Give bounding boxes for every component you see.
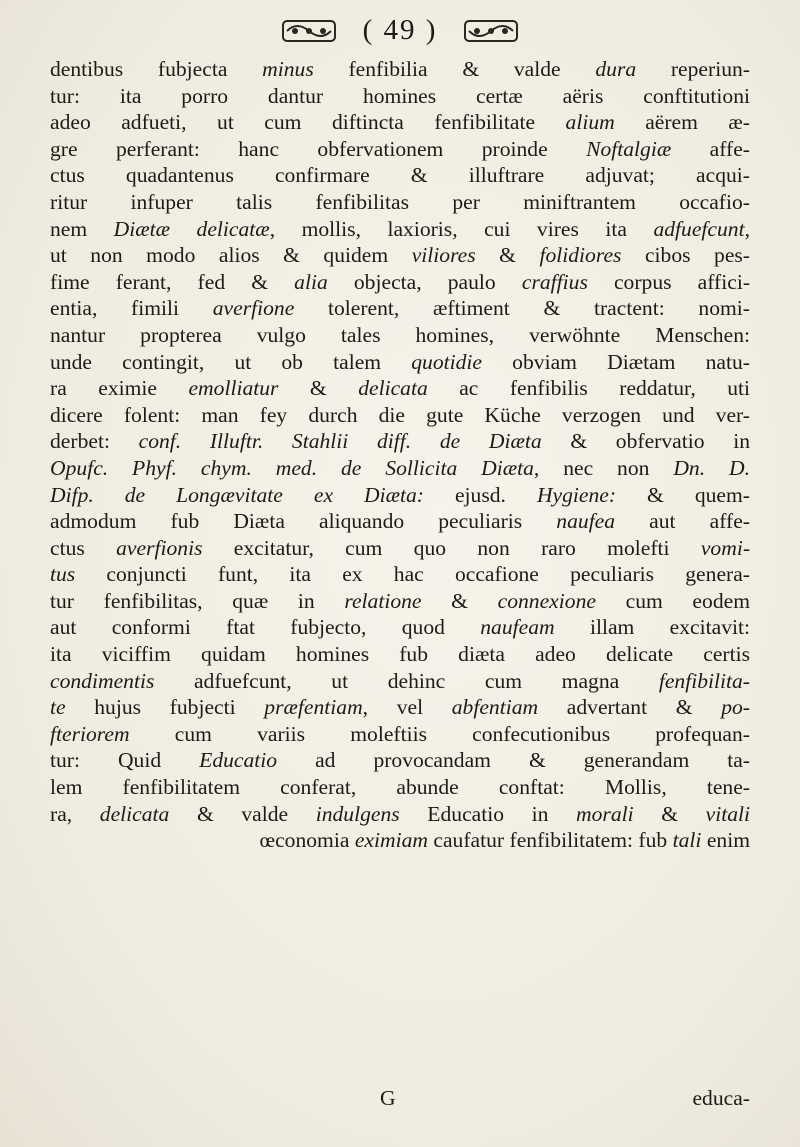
text-segment: enim [701, 828, 750, 853]
text-segment: , mollis, laxioris, cui vires ita [269, 216, 654, 241]
text-segment: & [475, 243, 540, 268]
italic-text: Hygiene: [536, 482, 617, 507]
text-segment: ra eximie [50, 376, 189, 401]
italic-text: po- [721, 695, 750, 720]
text-segment: & [278, 376, 359, 401]
text-segment: caufatur fenfibilitatem: fub [427, 828, 673, 853]
text-segment: reperiun- [636, 57, 750, 81]
text-line [50, 242, 750, 269]
italic-text: te [50, 695, 66, 720]
text-segment: & [421, 588, 498, 613]
text-segment: ra, [50, 801, 100, 826]
text-segment: derbet: [50, 429, 139, 454]
text-line [50, 614, 750, 641]
text-line [50, 482, 750, 509]
text-segment: ejusd. [424, 482, 537, 507]
text-segment: dicere folent: man fey durch die gute Küche verzogen und ver- [50, 402, 750, 427]
text-segment: fenfibilia & valde [313, 57, 596, 81]
italic-text: conf. Illuftr. Stahlii diff. de Diæta [138, 429, 542, 454]
text-line [50, 295, 750, 322]
text-segment: cum variis moleftiis confecutionibus profequan- [129, 721, 750, 746]
text-segment: unde contingit, ut ob talem [50, 349, 412, 374]
text-segment: dentibus fubjecta [50, 57, 263, 81]
italic-text: relatione [344, 588, 422, 613]
text-line [50, 109, 750, 136]
text-segment: fime ferant, fed & [50, 269, 295, 294]
text-segment: ctus quadantenus confirmare & illuftrare adjuvat; acqui- [50, 163, 750, 188]
text-line [50, 721, 750, 748]
italic-text: Noftalgiæ [586, 136, 672, 161]
text-segment: advertant & [538, 695, 722, 720]
text-line [50, 801, 750, 828]
text-segment: tolerent, æftiment & tractent: nomi- [294, 296, 750, 321]
italic-text: fenfibilita- [658, 668, 750, 693]
italic-text: folidiores [539, 243, 622, 268]
text-segment: obviam Diætam natu- [482, 349, 750, 374]
text-line [50, 136, 750, 163]
text-line [50, 428, 750, 455]
italic-text: fteriorem [50, 721, 130, 746]
italic-text: naufeam [480, 615, 555, 640]
italic-text: vomi- [700, 535, 751, 560]
italic-text: alia [294, 269, 328, 294]
body-text [50, 56, 750, 854]
text-line [50, 508, 750, 535]
italic-text: quotidie [411, 349, 483, 374]
italic-text: connexione [497, 588, 596, 613]
text-segment: ad provocandam & generandam ta- [277, 748, 750, 773]
italic-text: Dn. D. [673, 455, 750, 480]
text-segment: excitatur, cum quo non raro molefti [202, 535, 701, 560]
italic-text: naufea [556, 509, 616, 534]
text-segment: ac fenfibilis reddatur, uti [427, 376, 751, 401]
text-segment: , vel [362, 695, 452, 720]
italic-text: delicata [358, 376, 428, 401]
text-segment: œconomia [259, 828, 355, 853]
italic-text: tali [672, 828, 702, 853]
text-line [50, 668, 750, 695]
italic-text: eximiam [354, 828, 428, 853]
text-line [50, 56, 750, 83]
text-segment: lem fenfibilitatem conferat, abunde conftat: Mollis, tene- [50, 775, 750, 800]
text-line [50, 162, 750, 189]
text-segment: ita viciffim quidam homines fub diæta adeo delicate certis [50, 642, 750, 667]
text-segment: ut non modo alios & quidem [50, 243, 412, 268]
italic-text: averfione [212, 296, 295, 321]
text-segment: aut affe- [615, 509, 750, 534]
text-segment: aut conformi ftat fubjecto, quod [50, 615, 481, 640]
italic-text: Difp. de Longævitate ex Diæta: [50, 482, 424, 507]
page-number: ( 49 ) [362, 13, 438, 46]
text-segment: tur: ita porro dantur homines certæ aëris conftitutioni [50, 83, 750, 108]
italic-text: delicata [99, 801, 170, 826]
text-segment: hujus fubjecti [65, 695, 265, 720]
text-segment: nem [50, 216, 114, 241]
text-line [50, 561, 750, 588]
text-line [50, 375, 750, 402]
page-footer [50, 1086, 750, 1116]
text-segment: objecta, paulo [327, 269, 522, 294]
italic-text: abfentiam [451, 695, 539, 720]
italic-text: tus [50, 562, 76, 587]
text-segment: & quem- [616, 482, 750, 507]
text-segment: Educatio in [399, 801, 577, 826]
text-line [50, 83, 750, 110]
left-ornament-icon [277, 15, 341, 45]
text-segment: entia, fimili [50, 296, 213, 321]
text-line [50, 402, 750, 429]
italic-text: alium [565, 110, 615, 135]
text-segment: ritur infuper talis fenfibilitas per miniftrantem occafio- [50, 189, 750, 214]
text-segment: aërem æ- [614, 110, 750, 135]
text-line [50, 455, 750, 482]
right-ornament-icon [459, 15, 523, 45]
text-segment: conjuncti funt, ita ex hac occafione peculiaris genera- [75, 562, 750, 587]
italic-text: morali [576, 801, 634, 826]
italic-text: craffius [521, 269, 588, 294]
italic-text: condimentis [50, 668, 155, 693]
italic-text: emolliatur [188, 376, 279, 401]
text-segment: , nec non [533, 455, 674, 480]
text-segment: nantur propterea vulgo tales homines, verwöhnte Menschen: [50, 322, 750, 347]
text-line [50, 827, 750, 854]
text-segment: affe- [671, 136, 751, 161]
italic-text: præfentiam [264, 695, 363, 720]
text-segment: adfuefcunt, ut dehinc cum magna [154, 668, 659, 693]
italic-text: averfionis [116, 535, 203, 560]
italic-text: vitali [705, 801, 751, 826]
text-line [50, 535, 750, 562]
text-line [50, 189, 750, 216]
italic-text: dura [595, 57, 637, 81]
italic-text: minus [262, 57, 314, 81]
text-segment: & obfervatio in [541, 429, 750, 454]
italic-text: Diætæ delicatæ [113, 216, 270, 241]
text-line [50, 747, 750, 774]
text-line [50, 349, 750, 376]
text-segment: adeo adfueti, ut cum diftincta fenfibilitate [50, 110, 566, 135]
text-segment: cum eodem [595, 588, 750, 613]
text-line [50, 216, 750, 243]
text-line [50, 774, 750, 801]
signature-mark: G [380, 1086, 396, 1110]
text-line [50, 269, 750, 296]
text-segment: & [633, 801, 706, 826]
italic-text: indulgens [315, 801, 400, 826]
italic-text: Opufc. Phyf. chym. med. de Sollicita Diæta [50, 455, 534, 480]
text-line [50, 322, 750, 349]
text-line [50, 588, 750, 615]
catchword: educa- [692, 1086, 750, 1110]
text-segment: admodum fub Diæta aliquando peculiaris [50, 509, 557, 534]
text-line [50, 694, 750, 721]
italic-text: Educatio [199, 748, 278, 773]
text-segment: & valde [169, 801, 316, 826]
text-line [50, 641, 750, 668]
text-segment: tur fenfibilitas, quæ in [50, 588, 345, 613]
page-header [0, 8, 800, 52]
text-segment: , [744, 216, 751, 241]
text-segment: cibos pes- [621, 243, 750, 268]
text-segment: corpus affici- [587, 269, 751, 294]
italic-text: viliores [411, 243, 476, 268]
italic-text: adfuefcunt [653, 216, 745, 241]
text-segment: ctus [50, 535, 117, 560]
text-segment: tur: Quid [50, 748, 200, 773]
text-segment: illam excitavit: [554, 615, 750, 640]
text-segment: gre perferant: hanc obfervationem proinde [50, 136, 587, 161]
